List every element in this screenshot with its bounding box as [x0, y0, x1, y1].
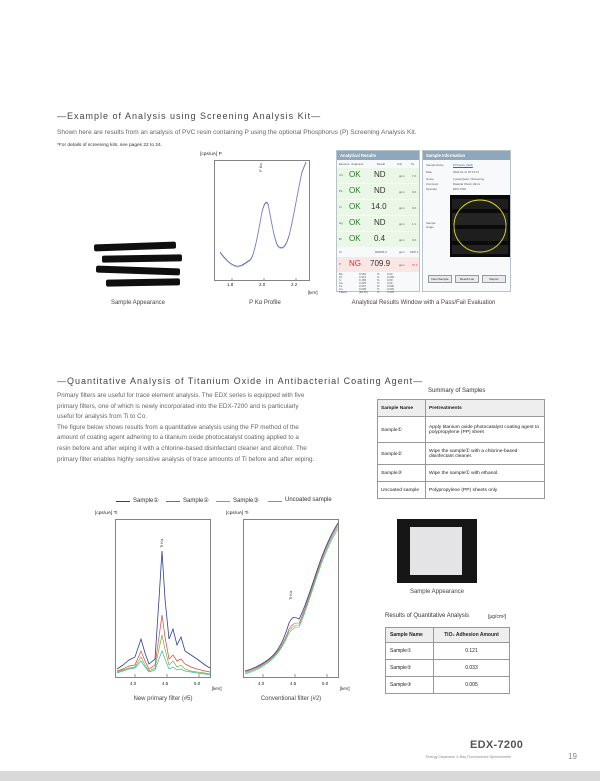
result-list-button[interactable]: Result List [455, 275, 479, 283]
legend-swatch [268, 501, 282, 502]
summary-header-name: Sample Name [378, 400, 426, 417]
info-group: [ Qual-Quant ] Screening [453, 177, 484, 181]
legend-swatch [216, 501, 230, 502]
caption-new-filter: New primary filter (#5) [133, 696, 193, 702]
sample-image [450, 195, 510, 257]
caption-sample-appearance-1: Sample Appearance [110, 300, 166, 306]
result-row-cl[interactable]: Cl 606066.3 ppm 1897.1 [339, 250, 419, 254]
summary-row: Sample③ Wipe the sample① with ethanol. [378, 465, 545, 482]
col-result: Result [377, 162, 385, 166]
section2-title: —Quantitative Analysis of Titanium Oxide in Antibacterial Coating Agent— [57, 376, 424, 386]
summary-row: Sample② Wipe the sample① with a chlorine-based disinfectant cleaner. [378, 443, 545, 465]
sample-information-header: Sample Information [423, 151, 510, 160]
results-header-name: Sample Name [386, 628, 434, 643]
series-sample1 [117, 551, 210, 669]
table-row: Sample① 0.121 [386, 643, 510, 660]
profile-peak-label: P Kα [258, 163, 263, 172]
info-key-name: Sample Name [426, 163, 444, 167]
report-button[interactable]: Report [482, 275, 506, 283]
footer-page-number: 19 [568, 752, 577, 761]
para-line-2: primary filters, one of which is newly incorporated into the EDX-7200 and is particularly [57, 402, 299, 410]
para-line-6: resin before and after wiping it with a chlorine-based disinfectant cleaner and alcohol. The [57, 444, 307, 452]
col-element: Element [339, 162, 350, 166]
info-comment: Material Check 10mm [453, 182, 481, 186]
caption-p-profile: P Kα Profile [249, 300, 281, 306]
caption-results-window: Analytical Results Window with a Pass/Fail Evaluation [351, 300, 496, 306]
coated-sheet-photo [397, 519, 477, 583]
result-row-cr[interactable]: Cr OK 14.0 ppm 0.0 [337, 200, 419, 215]
p-profile-line [220, 162, 306, 266]
section1-note: *For details of screening kits, see pages 22 to 24. [57, 143, 163, 148]
col-ta: Ta [411, 162, 414, 166]
info-sample-name[interactable]: PVCresin_black [453, 163, 473, 167]
result-row-hg[interactable]: Hg OK ND ppm 1.1 [337, 216, 419, 231]
profile-unit-label: [cps/uA] P [200, 152, 222, 157]
plot1-tick-3: 5.0 [194, 681, 201, 686]
footer-subtitle: Energy Dispersive X-Ray Fluorescence Spectrometer [426, 755, 512, 759]
legend-label: Sample① [133, 498, 159, 504]
section1-intro: Shown here are results from an analysis of PVC resin containing P using the optional Phosphorus (P) Screening Analysis Kit. [57, 129, 417, 136]
table-row: Sample② 0.033 [386, 660, 510, 677]
col-judgment: Judgment [351, 162, 364, 166]
plot1-peak-label: Ti Kα [159, 538, 164, 548]
plot2-unit: [cps/uA] Ti [226, 511, 249, 516]
results-table [385, 627, 510, 694]
plot2-tick-1: 4.0 [258, 681, 265, 686]
section2-paragraph [57, 391, 377, 465]
legend-swatch [166, 501, 180, 502]
profile-tick-3: 2.2 [291, 282, 298, 287]
info-date: 2022-01-11 18:13:13 [453, 170, 479, 174]
spectrum-legend [116, 497, 346, 507]
footer-bar [0, 771, 600, 781]
para-line-7: primary filter enables highly sensitive analysis of trace amounts of Ti before and after wiping. [57, 455, 315, 463]
sample-image-label: Sample Image [426, 221, 436, 229]
plot1-xunit: [keV] [212, 686, 222, 691]
plot1-unit: [cps/uA] Ti [95, 511, 118, 516]
results-title: Results of Quantitative Analysis [385, 613, 470, 619]
plot2-xunit: [keV] [340, 686, 350, 691]
pvc-sample-photo [92, 238, 184, 293]
caption-sample-appearance-2: Sample Appearance [409, 589, 465, 595]
profile-tick-1: 1.8 [227, 282, 234, 287]
summary-row: Uncoated sample Polypropylene (PP) sheets only [378, 482, 545, 499]
result-row-cd[interactable]: Cd OK ND ppm 7.0 [337, 168, 419, 183]
caption-conv-filter: Conventional filter (#2) [260, 696, 322, 702]
info-key-operator: Operator [426, 187, 438, 191]
sample-information-panel [422, 150, 511, 292]
summary-header-pre: Pretreatments [426, 400, 545, 417]
info-key-group: Group [426, 177, 434, 181]
series-uncoated [117, 651, 210, 675]
summary-row: Sample① Apply titanium oxide photocatalyst coating agent to polypropylene (PP) sheet [378, 417, 545, 443]
plot1-tick-1: 4.0 [130, 681, 137, 686]
footer-product: EDX-7200 [470, 739, 524, 751]
para-line-1: Primary filters are useful for trace element analysis. The EDX series is equipped with five [57, 392, 305, 399]
analytical-results-panel [336, 150, 420, 292]
legend-swatch [116, 501, 130, 502]
col-unit: Unit [397, 162, 402, 166]
para-line-3: useful for analysis from Ti to Co. [57, 413, 147, 421]
plot2-peak-label: Ti Kα [288, 590, 293, 600]
section1-title: —Example of Analysis using Screening Analysis Kit— [57, 111, 322, 121]
summary-table [377, 399, 545, 499]
plot2-tick-3: 5.0 [322, 681, 329, 686]
profile-xunit: [keV] [308, 290, 318, 295]
legend-label: Sample③ [233, 498, 259, 504]
minor-elements-list: Ba 0.530 Zn 0.313 S 0.158 Ca 0.025 Fe 0.007 Cu 0.008 Plastic [98.35] % 0.00 % 0.000 % 0.00 % 0.00 % 0.000 % 0.000 % 0.000 [339, 272, 394, 294]
results-header-amount: TiO₂ Adhesion Amount [434, 628, 510, 643]
para-line-5: amount of coating agent adhering to a titanium oxide photocatalyst coating applied to a [57, 434, 299, 442]
result-row-p[interactable]: P NG 709.9 ppm 37.0 [337, 257, 419, 272]
next-sample-button[interactable]: Next Sample [428, 275, 452, 283]
result-row-pb[interactable]: Pb OK ND ppm 0.0 [337, 184, 419, 199]
profile-tick-2: 2.0 [259, 282, 266, 287]
info-key-comment: Comment [426, 182, 439, 186]
plot2-tick-2: 4.5 [290, 681, 297, 686]
series-sample3 [245, 527, 338, 673]
legend-label: Sample② [183, 498, 209, 504]
info-key-date: Date [426, 170, 432, 174]
result-row-br[interactable]: Br OK 0.4 ppm 0.0 [337, 232, 419, 247]
plot1-tick-2: 4.5 [162, 681, 169, 686]
results-unit: [μg/cm²] [488, 614, 507, 620]
info-operator: EDX-7200 [453, 187, 466, 191]
analytical-results-header: Analytical Results [337, 151, 419, 160]
table-row: Sample③ 0.005 [386, 677, 510, 694]
summary-title: Summary of Samples [428, 388, 486, 394]
para-line-4: The figure below shows results from a quantitative analysis using the FP method of the [57, 423, 299, 431]
legend-label: Uncoated sample [285, 497, 332, 503]
p-ka-profile-chart [214, 160, 310, 290]
